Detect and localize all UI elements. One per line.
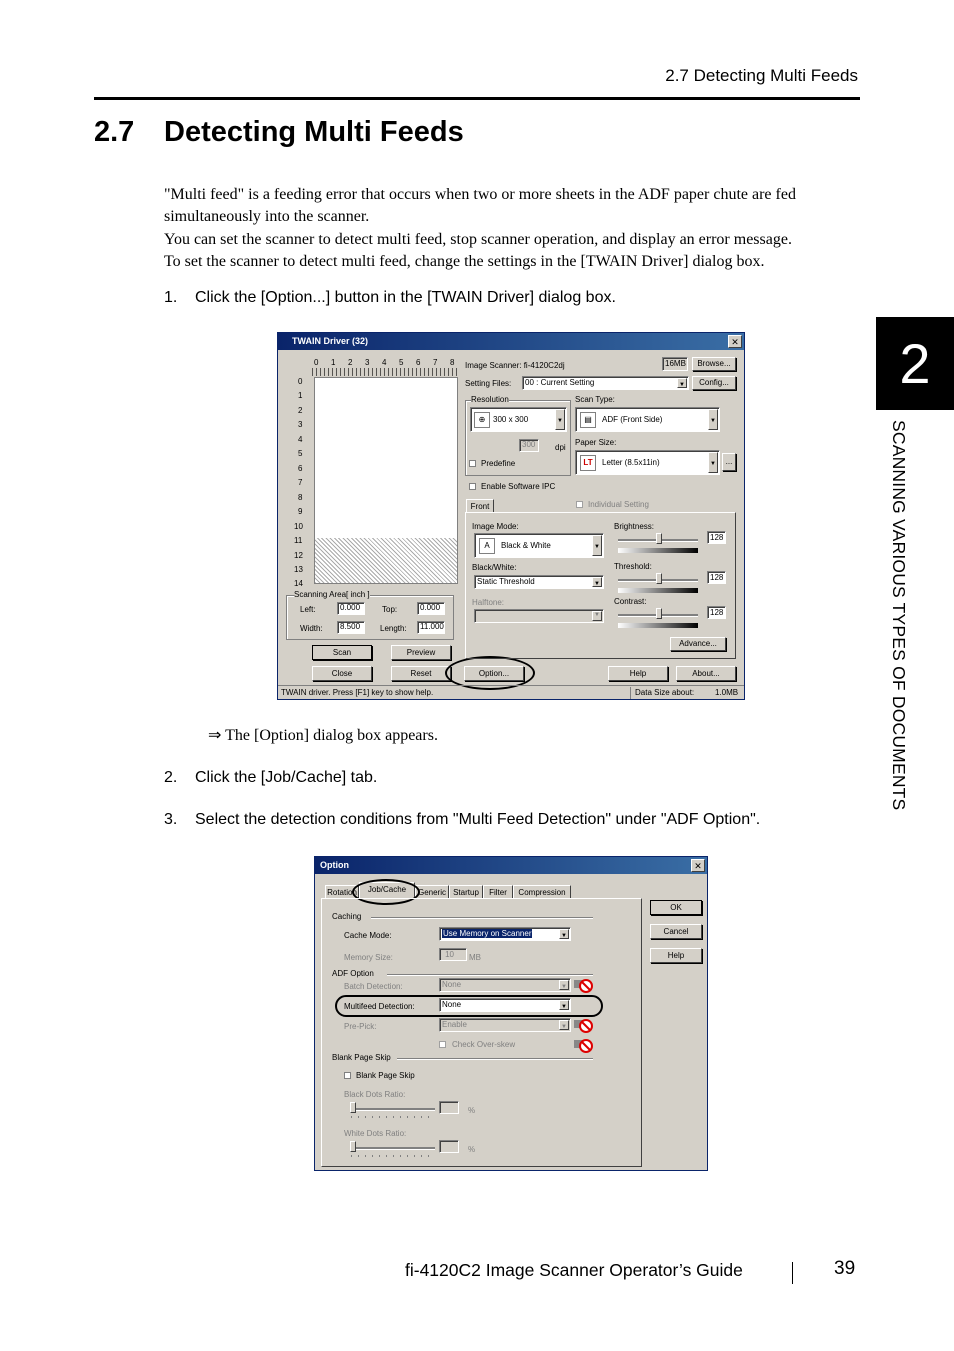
cancel-button[interactable]: Cancel — [650, 924, 702, 939]
ruler-label: 12 — [294, 551, 303, 560]
step-text: Click the [Option...] button in the [TWAIN Driver] dialog box. — [195, 289, 616, 306]
halftone-select[interactable] — [474, 609, 604, 623]
chevron-down-icon[interactable]: ▼ — [677, 378, 687, 388]
black-dots-ratio-label: Black Dots Ratio: — [344, 1090, 406, 1099]
ruler-label: 0 — [314, 358, 319, 367]
scan-type-value: ADF (Front Side) — [602, 415, 663, 424]
preview-pane[interactable] — [314, 377, 458, 584]
step-2 — [164, 769, 377, 787]
blank-page-skip-checkbox[interactable] — [344, 1072, 351, 1079]
chevron-down-icon[interactable]: ▼ — [559, 1000, 569, 1010]
browse-button[interactable]: Browse... — [692, 357, 736, 371]
resolution-icon: ⊕ — [474, 412, 490, 428]
threshold-thumb[interactable] — [656, 573, 662, 584]
cache-mode-label: Cache Mode: — [344, 931, 392, 940]
ruler-label: 10 — [294, 522, 303, 531]
footer-title: fi-4120C2 Image Scanner Operator’s Guide — [405, 1260, 743, 1280]
pre-pick-value: Enable — [442, 1020, 467, 1029]
chapter-number-tab: 2 — [876, 317, 954, 410]
paper-icon: LT — [580, 455, 596, 471]
twain-title: TWAIN Driver (32) — [292, 336, 369, 346]
result-note: ⇒ The [Option] dialog box appears. — [208, 727, 438, 744]
halftone-label: Halftone: — [472, 598, 505, 607]
contrast-gradient — [618, 623, 698, 628]
multifeed-detection-label: Multifeed Detection: — [344, 1002, 415, 1011]
ruler-label: 8 — [450, 358, 455, 367]
tab-front[interactable]: Front — [466, 499, 494, 512]
ruler-label: 7 — [433, 358, 438, 367]
advance-button[interactable]: Advance... — [670, 637, 726, 651]
preview-button[interactable]: Preview — [391, 645, 451, 660]
help-button[interactable]: Help — [650, 948, 702, 963]
adf-icon: ▤ — [580, 412, 596, 428]
step-number: 3. — [164, 811, 178, 828]
multifeed-detection-value: None — [442, 1000, 462, 1009]
black-white-value: Static Threshold — [477, 577, 535, 586]
tab-job-cache[interactable]: Job/Cache — [359, 882, 415, 898]
black-white-label: Black/White: — [472, 563, 517, 572]
batch-detection-label: Batch Detection: — [344, 982, 403, 991]
ruler-label: 14 — [294, 579, 303, 588]
memory-size-input[interactable]: 10 — [439, 948, 467, 961]
step-1 — [164, 289, 616, 307]
paper-size-value: Letter (8.5x11in) — [602, 458, 660, 467]
chevron-down-icon[interactable]: ▼ — [708, 452, 718, 473]
paper-size-label: Paper Size: — [575, 438, 617, 447]
ruler-label: 5 — [298, 449, 303, 458]
individual-setting-label: Individual Setting — [588, 500, 649, 509]
chapter-title: SCANNING VARIOUS TYPES OF DOCUMENTS — [889, 420, 909, 811]
ruler-label: 0 — [298, 377, 303, 386]
white-dots-slider[interactable] — [351, 1147, 435, 1150]
setting-files-select[interactable] — [522, 376, 689, 390]
setting-files-value: 00 : Current Setting — [525, 378, 595, 387]
status-divider — [630, 687, 631, 699]
paragraph-1: "Multi feed" is a feeding error that occurs when two or more sheets in the ADF paper chute are fed simultaneously into the scanner. — [164, 186, 796, 226]
memory-display: 16MB — [662, 357, 688, 371]
reset-button[interactable]: Reset — [391, 666, 451, 681]
setting-files-label: Setting Files: — [465, 379, 512, 388]
data-size-value: 1.0MB — [715, 688, 739, 697]
threshold-input[interactable]: 128 — [707, 571, 726, 584]
black-dots-input[interactable] — [439, 1101, 459, 1114]
blank-page-skip-group-label: Blank Page Skip — [332, 1053, 391, 1062]
brightness-input[interactable]: 128 — [707, 531, 726, 544]
left-input[interactable]: 0.000 — [337, 602, 365, 615]
white-dots-ratio-label: White Dots Ratio: — [344, 1129, 407, 1138]
black-dots-thumb[interactable] — [350, 1102, 356, 1113]
tab-compression[interactable]: Compression — [513, 885, 571, 898]
step-text: Click the [Job/Cache] tab. — [195, 769, 378, 786]
paragraph-3: To set the scanner to detect multi feed, change the settings in the [TWAIN Driver] dialog box. — [164, 252, 765, 270]
cache-mode-value: Use Memory on Scanner — [443, 929, 532, 938]
width-input[interactable]: 8.500 — [337, 621, 365, 634]
unavailable-icon — [573, 1037, 593, 1053]
config-button[interactable]: Config... — [692, 376, 736, 390]
contrast-thumb[interactable] — [656, 608, 662, 619]
status-text: TWAIN driver. Press [F1] key to show help. — [281, 688, 434, 697]
batch-detection-value: None — [442, 980, 462, 989]
ruler-label: 9 — [298, 507, 303, 516]
white-dots-input[interactable] — [439, 1140, 459, 1153]
chevron-down-icon[interactable]: ▼ — [559, 980, 569, 990]
ruler-left — [286, 377, 312, 587]
paper-more-button[interactable]: ... — [722, 453, 736, 471]
threshold-gradient — [618, 588, 698, 593]
option-title-bar — [315, 857, 707, 874]
scanning-area-label: Scanning Area[ inch ] — [294, 590, 370, 599]
black-white-select[interactable] — [474, 575, 604, 589]
twain-driver-dialog — [277, 332, 745, 700]
percent-label: % — [468, 1106, 476, 1115]
image-scanner-label: Image Scanner: fi-4120C2dj — [465, 361, 565, 370]
length-input[interactable]: 11.000 — [417, 621, 445, 634]
pre-pick-select[interactable] — [439, 1018, 571, 1032]
brightness-label: Brightness: — [614, 522, 655, 531]
brightness-gradient — [618, 548, 698, 553]
white-dots-ticks — [351, 1155, 435, 1157]
adf-option-label: ADF Option — [332, 969, 374, 978]
paper-size-select[interactable] — [575, 450, 720, 475]
running-header: 2.7 Detecting Multi Feeds — [665, 66, 858, 85]
adf-option-separator — [387, 974, 593, 976]
memory-size-label: Memory Size: — [344, 953, 393, 962]
status-bar — [278, 685, 744, 700]
tab-generic[interactable]: Generic — [415, 885, 449, 898]
ruler-label: 7 — [298, 478, 303, 487]
unavailable-icon — [573, 1017, 593, 1033]
ruler-label: 6 — [416, 358, 421, 367]
chevron-down-icon[interactable]: ▼ — [559, 929, 569, 939]
ruler-top-ticks — [312, 368, 458, 376]
ruler-label: 2 — [348, 358, 353, 367]
intro-paragraph — [164, 184, 864, 273]
ruler-top — [314, 358, 454, 368]
resolution-value: 300 x 300 — [493, 415, 529, 424]
chevron-down-icon[interactable]: ▼ — [555, 409, 565, 430]
check-overskew-label: Check Over-skew — [452, 1040, 516, 1049]
resolution-label: Resolution — [471, 395, 509, 404]
chevron-down-icon[interactable]: ▼ — [592, 535, 602, 556]
scan-type-select[interactable] — [575, 407, 720, 432]
section-number: 2.7 — [94, 116, 135, 148]
contrast-label: Contrast: — [614, 597, 647, 606]
ruler-label: 11 — [294, 536, 303, 545]
step-number: 2. — [164, 769, 178, 786]
image-mode-select[interactable] — [474, 533, 604, 558]
software-ipc-checkbox[interactable] — [469, 483, 476, 490]
paragraph-2: You can set the scanner to detect multi feed, stop scanner operation, and display an error message. — [164, 230, 792, 248]
ruler-label: 1 — [331, 358, 336, 367]
mb-label: MB — [469, 953, 481, 962]
ok-button[interactable]: OK — [650, 900, 702, 915]
chevron-down-icon[interactable]: ▼ — [559, 1020, 569, 1030]
percent-label: % — [468, 1145, 476, 1154]
custom-dpi-input[interactable]: 300 — [519, 439, 539, 452]
twain-title-bar — [278, 333, 744, 350]
blank-page-skip-label: Blank Page Skip — [356, 1071, 415, 1080]
option-title: Option — [320, 860, 349, 870]
black-dots-ticks — [351, 1116, 435, 1118]
image-mode-label: Image Mode: — [472, 522, 519, 531]
tab-startup[interactable]: Startup — [449, 885, 483, 898]
individual-setting-checkbox[interactable] — [576, 501, 583, 508]
cache-mode-select[interactable] — [439, 927, 571, 941]
dpi-label: dpi — [555, 443, 566, 452]
chevron-down-icon[interactable]: ▼ — [592, 611, 602, 621]
ruler-label: 1 — [298, 391, 303, 400]
close-icon[interactable]: ✕ — [691, 859, 705, 872]
black-white-icon: A — [479, 538, 495, 554]
tab-filter[interactable]: Filter — [483, 885, 513, 898]
page-number: 39 — [834, 1258, 856, 1279]
threshold-label: Threshold: — [614, 562, 652, 571]
preview-unavailable-area — [315, 538, 457, 583]
ruler-label: 8 — [298, 493, 303, 502]
section-title — [94, 116, 464, 149]
step-number: 1. — [164, 289, 178, 306]
about-button[interactable]: About... — [676, 666, 736, 681]
highlight-oval — [335, 995, 603, 1017]
ruler-label: 6 — [298, 464, 303, 473]
check-overskew-checkbox[interactable] — [439, 1041, 446, 1048]
option-button[interactable]: Option... — [464, 666, 524, 681]
help-button[interactable]: Help — [608, 666, 668, 681]
tab-rotation[interactable]: Rotation — [325, 885, 359, 898]
blank-page-skip-separator — [397, 1058, 593, 1060]
resolution-select[interactable] — [470, 407, 567, 432]
predefine-label: Predefine — [481, 459, 516, 468]
left-label: Left: — [300, 605, 316, 614]
contrast-input[interactable]: 128 — [707, 606, 726, 619]
section-title-text: Detecting Multi Feeds — [164, 116, 464, 148]
ruler-label: 13 — [294, 565, 303, 574]
ruler-label: 3 — [365, 358, 370, 367]
step-text: Select the detection conditions from "Multi Feed Detection" under "ADF Option". — [195, 811, 761, 828]
caching-separator — [371, 917, 593, 919]
header-rule — [94, 97, 860, 100]
scan-type-label: Scan Type: — [575, 395, 615, 404]
black-dots-slider[interactable] — [351, 1108, 435, 1111]
chapter-title-vertical — [888, 420, 928, 920]
caching-label: Caching — [332, 912, 362, 921]
batch-detection-select[interactable] — [439, 978, 571, 992]
ruler-label: 2 — [298, 406, 303, 415]
image-mode-value: Black & White — [501, 541, 551, 550]
data-size-label: Data Size about: — [635, 688, 695, 697]
step-3 — [164, 811, 760, 829]
brightness-thumb[interactable] — [656, 533, 662, 544]
unavailable-icon — [573, 977, 593, 993]
option-dialog — [314, 856, 708, 1171]
length-label: Length: — [380, 624, 407, 633]
predefine-checkbox[interactable] — [469, 460, 476, 467]
footer-divider — [792, 1262, 793, 1284]
width-label: Width: — [300, 624, 323, 633]
pre-pick-label: Pre-Pick: — [344, 1022, 377, 1031]
top-label: Top: — [382, 605, 398, 614]
close-icon[interactable]: ✕ — [728, 335, 742, 348]
ruler-label: 3 — [298, 420, 303, 429]
close-button[interactable]: Close — [312, 666, 372, 681]
chevron-down-icon[interactable]: ▼ — [708, 409, 718, 430]
ruler-label: 4 — [298, 435, 303, 444]
white-dots-thumb[interactable] — [350, 1141, 356, 1152]
chevron-down-icon[interactable]: ▼ — [592, 577, 602, 587]
top-input[interactable]: 0.000 — [417, 602, 445, 615]
ruler-label: 4 — [382, 358, 387, 367]
ruler-label: 5 — [399, 358, 404, 367]
software-ipc-label: Enable Software IPC — [481, 482, 556, 491]
scan-button[interactable]: Scan — [312, 645, 372, 660]
